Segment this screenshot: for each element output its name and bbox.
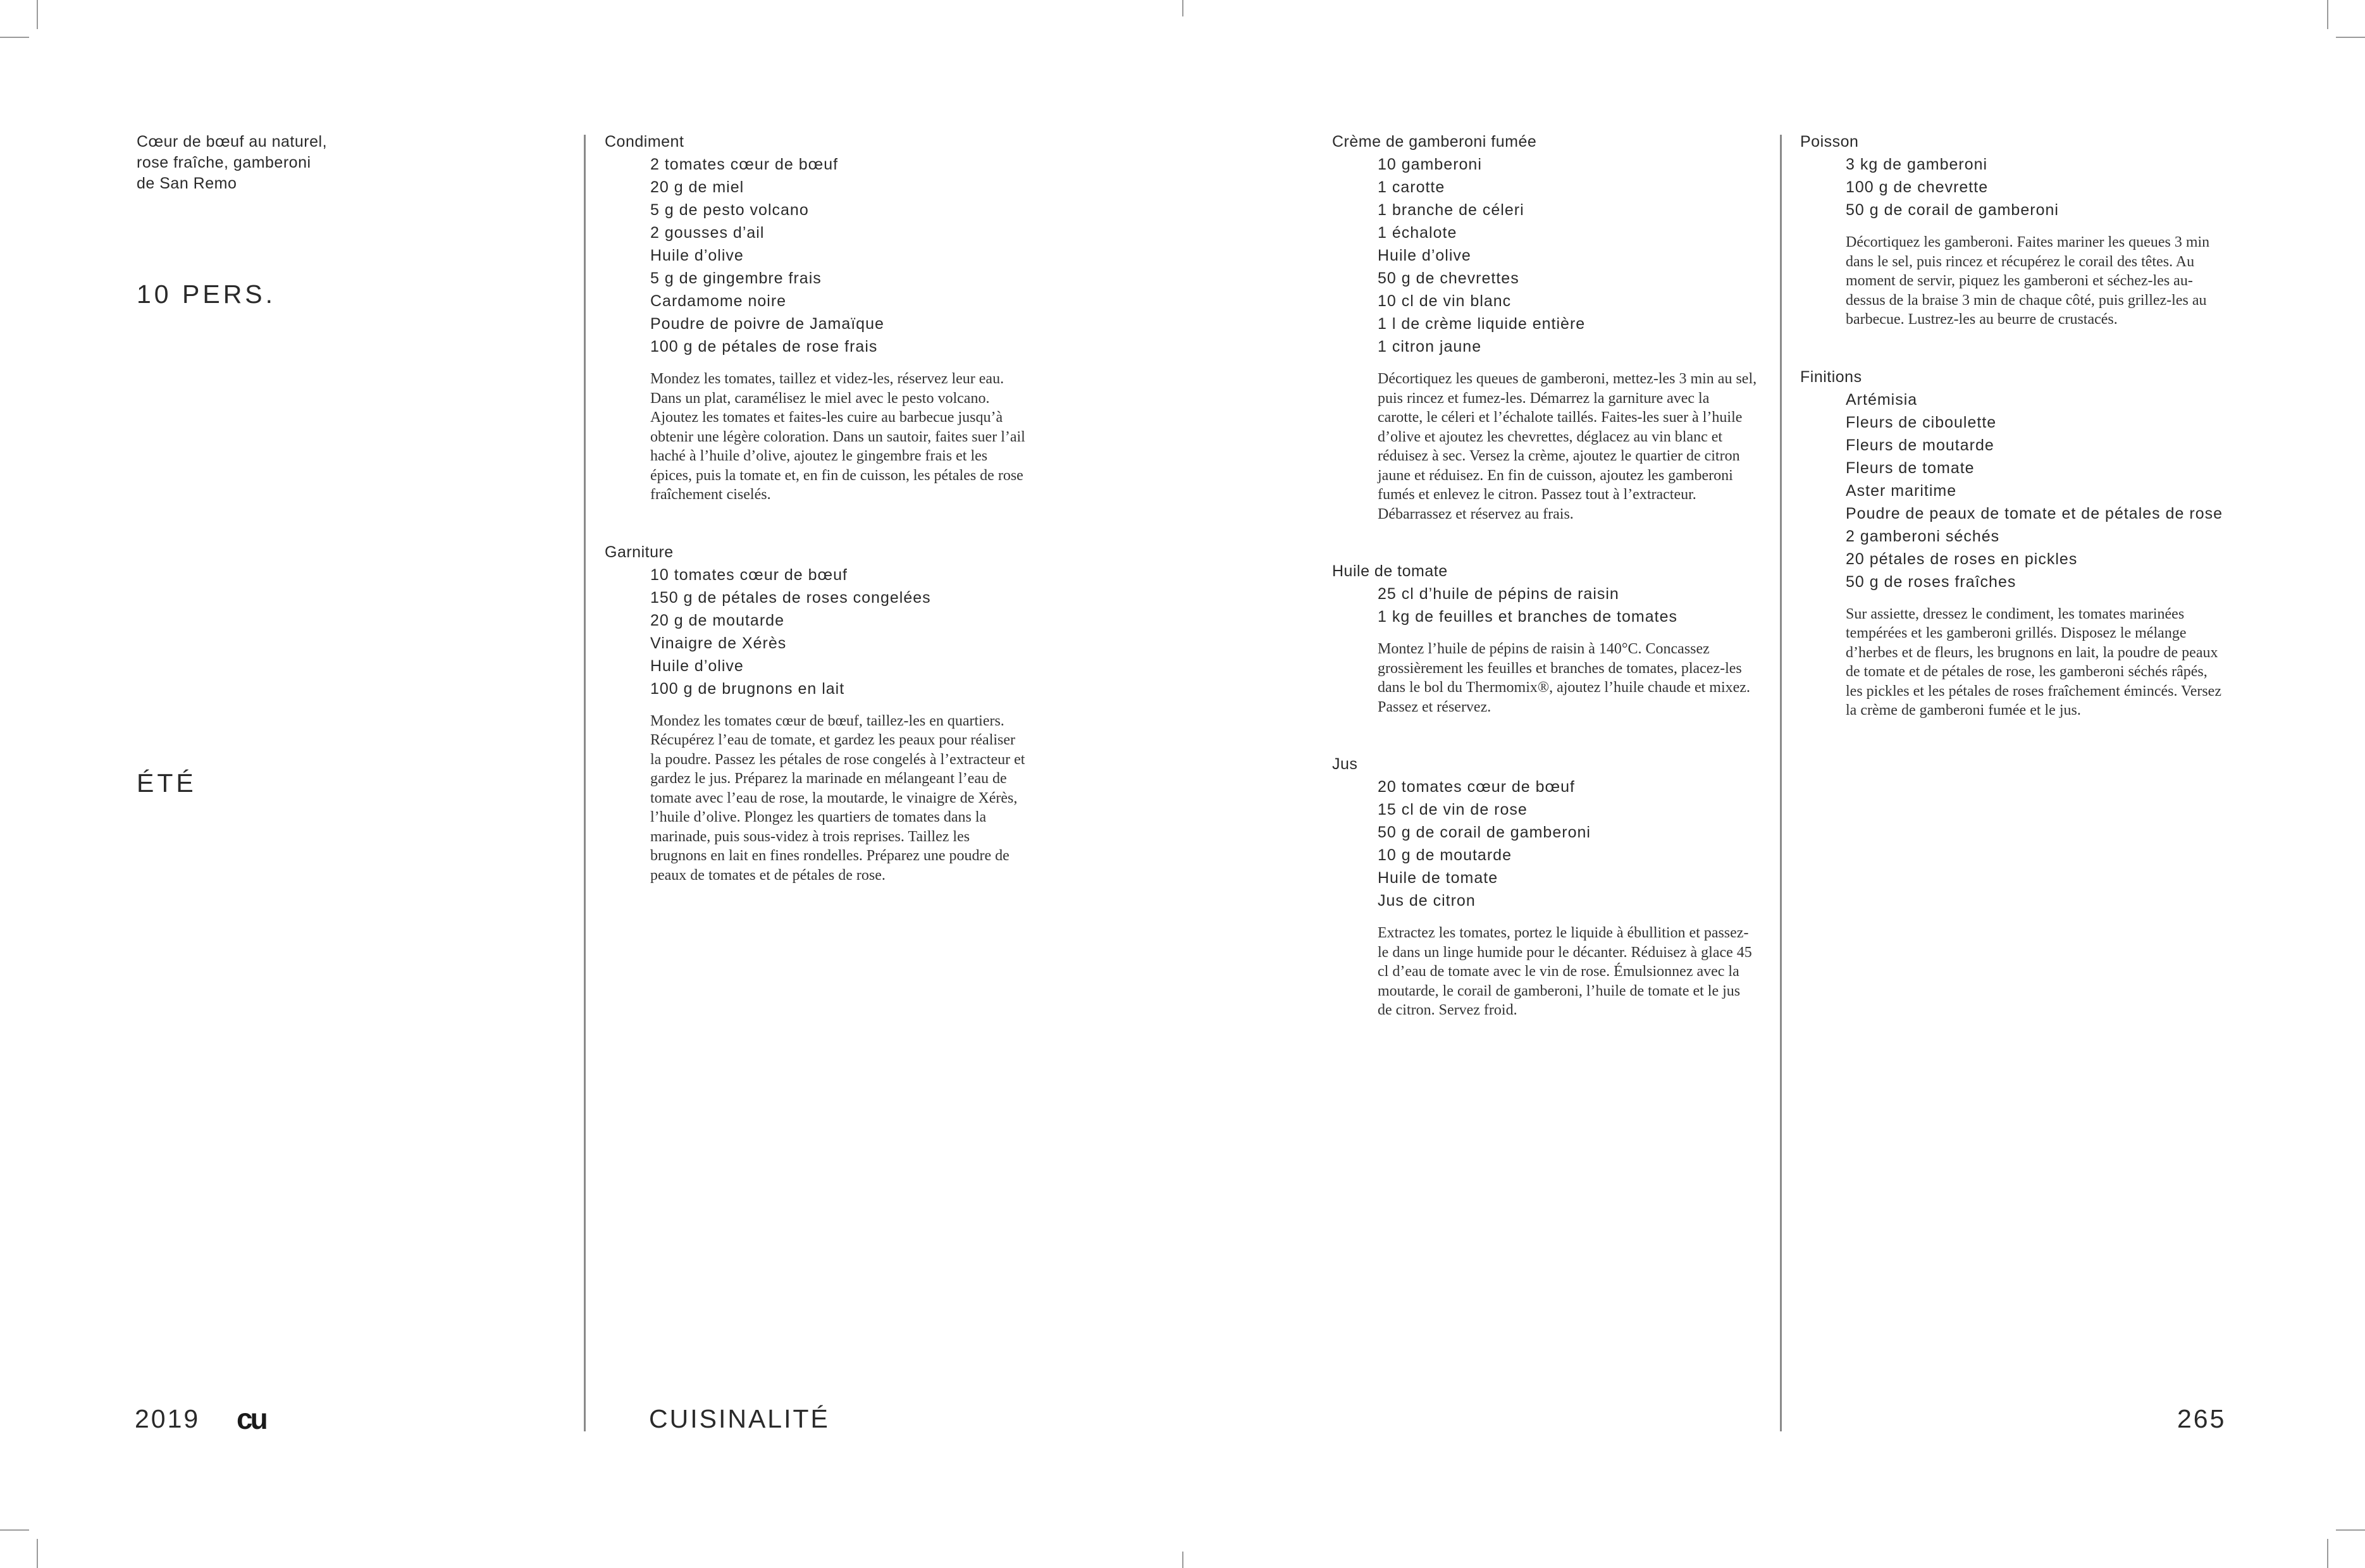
section-title: Finitions	[1800, 367, 1862, 386]
crop-mark-bottom-right	[2336, 1529, 2365, 1531]
crop-mark-bottom-left-v	[37, 1539, 38, 1568]
ingredient-item: Poudre de poivre de Jamaïque	[650, 315, 884, 333]
ingredient-item: 50 g de corail de gamberoni	[1378, 824, 1591, 841]
method-text: Décortiquez les gamberoni. Faites mariner les queues 3 min dans le sel, puis rincez et récupérez le corail des têtes. Au moment de servir, piquez les gamberoni et séchez-les au-dessus de la braise 3 min de chaque côté, puis grillez-les au barbecue. Lustrez-les au beurre de crustacés.	[1846, 234, 2210, 328]
ingredient-item: 100 g de brugnons en lait	[650, 679, 845, 698]
method-text: Montez l’huile de pépins de raisin à 140°C. Concassez grossièrement les feuilles et branches de tomates, placez-les dans le bol du Thermomix®, ajoutez l’huile chaude et mixez. Passez et réservez.	[1378, 641, 1750, 715]
ingredient-item: 1 échalote	[1378, 224, 1457, 242]
ingredient-item: 50 g de corail de gamberoni	[1846, 201, 2059, 219]
crop-mark-top-left	[0, 37, 29, 38]
section-title: Condiment	[605, 133, 684, 151]
footer-year: 2019	[135, 1404, 201, 1433]
crop-mark-bottom-left	[0, 1529, 29, 1531]
ingredient-item: 1 citron jaune	[1378, 338, 1482, 355]
section-title: Jus	[1332, 755, 1358, 773]
ingredient-item: 15 cl de vin de rose	[1378, 801, 1528, 818]
ingredient-item: 3 kg de gamberoni	[1846, 156, 1988, 173]
crop-mark-bottom-center	[1182, 1552, 1183, 1568]
crop-mark-top-right-v	[2327, 0, 2328, 29]
publisher-logo-icon: cu	[237, 1402, 266, 1435]
ingredient-item: Fleurs de moutarde	[1846, 436, 1994, 454]
ingredient-item: Huile d’olive	[650, 247, 744, 264]
ingredient-item: 150 g de pétales de roses congelées	[650, 588, 931, 607]
season: ÉTÉ	[137, 769, 197, 798]
recipe-title	[137, 132, 428, 194]
recipe-column-1	[605, 131, 1060, 922]
ingredient-item: 2 gamberoni séchés	[1846, 527, 2000, 545]
ingredient-item: 20 pétales de roses en pickles	[1846, 550, 2078, 568]
section-title: Crème de gamberoni fumée	[1332, 133, 1537, 151]
servings: 10 PERS.	[137, 280, 276, 309]
recipe-section	[605, 541, 1060, 886]
ingredient-item: Fleurs de tomate	[1846, 459, 1975, 477]
ingredient-item: Cardamome noire	[650, 292, 787, 310]
ingredient-list	[1800, 388, 2256, 593]
recipe-section	[1800, 366, 2256, 720]
ingredient-item: 1 l de crème liquide entière	[1378, 315, 1586, 333]
recipe-title-line: de San Remo	[137, 175, 237, 192]
method-text: Extractez les tomates, portez le liquide à ébullition et passez-le dans un linge humide pour le décanter. Réduisez à glace 45 cl d’eau de tomate avec le vin de rose. Émulsionnez avec la moutarde, le corail de gamberoni, l’huile de tomate et le jus de citron. Servez froid.	[1378, 925, 1752, 1018]
ingredient-item: 100 g de pétales de rose frais	[650, 338, 878, 355]
recipe-section	[1332, 131, 1788, 524]
ingredient-item: 10 tomates cœur de bœuf	[650, 565, 848, 584]
ingredient-list	[1800, 153, 2256, 221]
ingredient-item: 5 g de gingembre frais	[650, 269, 822, 287]
recipe-section	[1332, 560, 1788, 717]
method-text: Mondez les tomates cœur de bœuf, taillez-les en quartiers. Récupérez l’eau de tomate, et gardez les peaux pour réaliser la poudre. Passez les pétales de rose congelés à l’extracteur et gardez le jus. Préparez la marinade en mélangeant l’eau de tomate avec l’eau de rose, la moutarde, le vinaigre de Xérès, l’huile d’olive. Plongez les quartiers de tomates dans la marinade, puis sous-videz à trois reprises. Taillez les brugnons en lait en fines rondelles. Préparez une poudre de peaux de tomates et de pétales de rose.	[650, 712, 1025, 884]
ingredient-item: Huile de tomate	[1378, 869, 1498, 887]
ingredient-item: 20 g de moutarde	[650, 611, 784, 629]
section-title: Huile de tomate	[1332, 562, 1448, 580]
page-number: 265	[2177, 1404, 2226, 1433]
recipe-section	[605, 131, 1060, 505]
ingredient-item: 10 g de moutarde	[1378, 846, 1512, 864]
recipe-column-2	[1332, 131, 1788, 1057]
ingredient-list	[605, 564, 1060, 700]
method-text: Sur assiette, dressez le condiment, les tomates marinées tempérées et les gamberoni grillés. Disposez le mélange d’herbes et de fleurs, les brugnons en lait, la poudre de peaux de tomate et de pétales de rose, les gamberoni séchés râpés, les pickles et les pétales de roses fraîchement émincés. Versez la crème de gamberoni fumée et le jus.	[1846, 605, 2221, 719]
method-text: Mondez les tomates, taillez et videz-les, réservez leur eau. Dans un plat, caramélisez le miel avec le pesto volcano. Ajoutez les tomates et faites-les cuire au barbecue jusqu’à obtenir une légère coloration. Dans un sautoir, faites suer l’ail haché à l’huile d’olive, ajoutez le gingembre frais et les épices, puis la tomate et, en fin de cuisson, les pétales de rose fraîchement ciselés.	[650, 371, 1025, 503]
ingredient-item: 5 g de pesto volcano	[650, 201, 809, 219]
ingredient-list	[1332, 153, 1788, 358]
crop-mark-top-right	[2336, 37, 2365, 38]
ingredient-item: 10 gamberoni	[1378, 156, 1482, 173]
method-text: Décortiquez les queues de gamberoni, mettez-les 3 min au sel, puis rincez et fumez-les. Démarrez la garniture avec la carotte, le céleri et l’échalote taillés. Faites-les suer à l’huile d’olive et ajoutez les chevrettes, déglacez au vin blanc et réduisez à sec. Versez la crème, ajoutez le quartier de citron jaune et réduisez. En fin de cuisson, ajoutez les gamberoni fumés et enlevez le citron. Passez tout à l’extracteur. Débarrassez et réservez au frais.	[1378, 371, 1757, 522]
section-title: Poisson	[1800, 133, 1859, 151]
ingredient-item: 100 g de chevrette	[1846, 178, 1989, 196]
ingredient-item: 50 g de roses fraîches	[1846, 572, 2016, 591]
ingredient-item: 20 g de miel	[650, 178, 744, 196]
ingredient-item: 50 g de chevrettes	[1378, 269, 1519, 287]
ingredient-item: Huile d’olive	[650, 657, 744, 675]
ingredient-item: Artémisia	[1846, 390, 1918, 409]
section-title: Garniture	[605, 543, 674, 561]
book-title: CUISINALITÉ	[649, 1404, 830, 1433]
ingredient-item: 1 carotte	[1378, 178, 1445, 196]
ingredient-list	[1332, 583, 1788, 628]
column-rule-left	[584, 135, 586, 1431]
recipe-title-line: Cœur de bœuf au naturel,	[137, 133, 328, 151]
ingredient-item: Aster maritime	[1846, 481, 1957, 500]
crop-mark-top-left-v	[37, 0, 38, 29]
ingredient-item: 1 kg de feuilles et branches de tomates	[1378, 608, 1677, 626]
recipe-section	[1800, 131, 2256, 330]
recipe-title-line: rose fraîche, gamberoni	[137, 154, 311, 171]
ingredient-item: Jus de citron	[1378, 892, 1476, 910]
ingredient-item: Poudre de peaux de tomate et de pétales de rose	[1846, 504, 2223, 522]
ingredient-item: Fleurs de ciboulette	[1846, 413, 1997, 431]
ingredient-list	[1332, 775, 1788, 912]
ingredient-item: Huile d’olive	[1378, 247, 1471, 264]
ingredient-item: Vinaigre de Xérès	[650, 634, 787, 652]
ingredient-item: 2 tomates cœur de bœuf	[650, 156, 839, 173]
ingredient-list	[605, 153, 1060, 358]
ingredient-item: 10 cl de vin blanc	[1378, 292, 1512, 310]
ingredient-item: 25 cl d’huile de pépins de raisin	[1378, 585, 1619, 603]
recipe-column-3	[1800, 131, 2256, 757]
ingredient-item: 1 branche de céleri	[1378, 201, 1524, 219]
crop-mark-top-center	[1182, 0, 1183, 16]
ingredient-item: 20 tomates cœur de bœuf	[1378, 778, 1576, 796]
ingredient-item: 2 gousses d’ail	[650, 224, 765, 242]
crop-mark-bottom-right-v	[2327, 1539, 2328, 1568]
recipe-section	[1332, 753, 1788, 1020]
